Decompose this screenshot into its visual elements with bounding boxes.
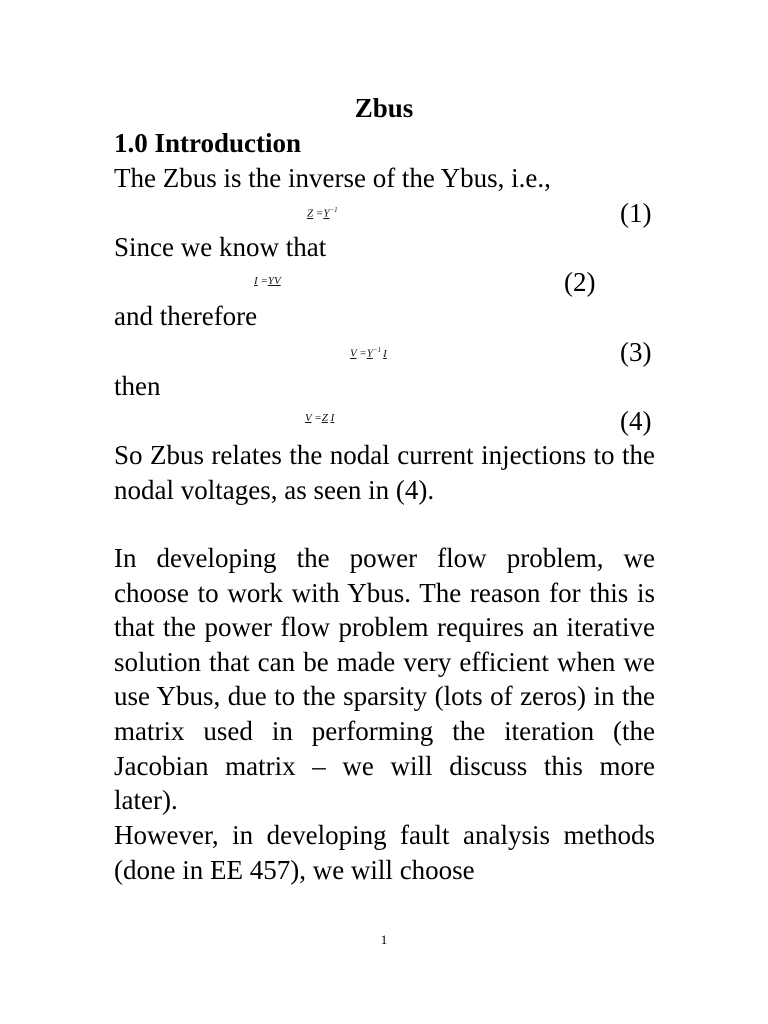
equation-1: $Z =Y^{-1}$: [307, 206, 338, 220]
paragraph-zbus-relation: So Zbus relates the nodal current injections to the nodal voltages, as seen in (4).: [114, 440, 655, 505]
equation-1-number: (1): [620, 198, 652, 228]
connector-then: then: [114, 371, 161, 401]
paragraph-power-flow: In developing the power flow problem, we choose to work with Ybus. The reason for this is that the power flow problem requires an iterative solution that can be made very efficient when we use Ybus, due to the sparsity (lots of zeros) in the matrix used in performing the iteration (the Jacobian matrix – we will discuss this more later).: [114, 543, 655, 816]
connector-therefore: and therefore: [114, 301, 258, 331]
equation-2-number: (2): [564, 267, 596, 297]
intro-line: The Zbus is the inverse of the Ybus, i.e.,: [114, 163, 551, 193]
equation-3-number: (3): [620, 337, 652, 367]
equation-4: V =Z I: [305, 412, 335, 424]
paragraph-fault-analysis: However, in developing fault analysis methods (done in EE 457), we will choose: [114, 820, 655, 885]
equation-2: I =YV: [254, 275, 281, 287]
equation-4-number: (4): [620, 406, 652, 436]
equation-3: $V =Y^{-1}$ I: [350, 346, 387, 360]
page-title: Zbus: [354, 93, 414, 123]
connector-since: Since we know that: [114, 232, 327, 262]
page-number: 1: [380, 932, 388, 947]
section-heading: 1.0 Introduction: [114, 128, 302, 158]
